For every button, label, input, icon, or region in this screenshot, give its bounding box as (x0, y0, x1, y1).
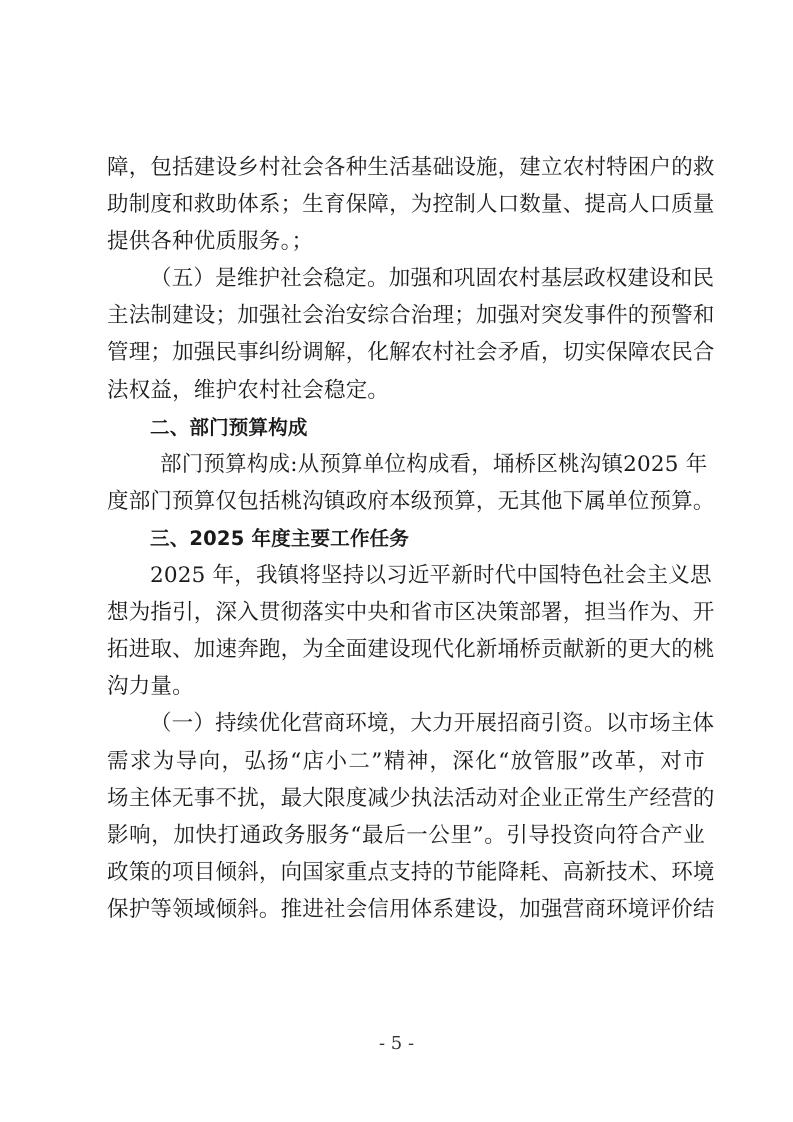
text-line: 部门预算构成:从预算单位构成看，埇桥区桃沟镇2025 年 (160, 451, 708, 477)
section-heading: 二、部门预算构成 (150, 415, 308, 439)
text-line: （五）是维护社会稳定。加强和巩固农村基层政权建设和民 (150, 266, 715, 292)
text-line: 场主体无事不扰，最大限度减少执法活动对企业正常生产经营的 (107, 785, 715, 811)
text-line: 主法制建设；加强社会治安综合治理；加强对突发事件的预警和 (107, 303, 715, 329)
text-line: 障，包括建设乡村社会各种生活基础设施，建立农村特困户的救 (107, 155, 715, 180)
text-line: 政策的项目倾斜，向国家重点支持的节能降耗、高新技术、环境 (107, 859, 715, 885)
text-line: 保护等领域倾斜。推进社会信用体系建设，加强营商环境评价结 (107, 896, 715, 922)
text-line: 提供各种优质服务。； (107, 229, 314, 255)
text-line: 法权益，维护农村社会稳定。 (107, 377, 390, 403)
text-line: 助制度和救助体系；生育保障，为控制人口数量、提高人口质量 (107, 192, 715, 218)
text-line: 度部门预算仅包括桃沟镇政府本级预算，无其他下属单位预算。 (107, 488, 715, 514)
text-line: 想为指引，深入贯彻落实中央和省市区决策部署，担当作为、开 (107, 600, 715, 626)
body-text (107, 149, 715, 928)
section-heading: 三、2025 年度主要工作任务 (150, 526, 410, 550)
text-line: 需求为导向，弘扬“店小二”精神，深化“放管服”改革，对市 (107, 748, 705, 774)
text-line: 管理；加强民事纠纷调解，化解农村社会矛盾，切实保障农民合 (107, 340, 715, 366)
page-number: - 5 - (378, 1033, 415, 1054)
text-line: 沟力量。 (107, 674, 194, 700)
text-line: 拓进取、加速奔跑，为全面建设现代化新埇桥贡献新的更大的桃 (107, 637, 715, 663)
text-line: 影响，加快打通政务服务“最后一公里”。引导投资向符合产业 (107, 822, 705, 848)
text-line: 2025 年，我镇将坚持以习近平新时代中国特色社会主义思 (150, 563, 712, 589)
text-line: （一）持续优化营商环境，大力开展招商引资。以市场主体 (150, 711, 715, 737)
